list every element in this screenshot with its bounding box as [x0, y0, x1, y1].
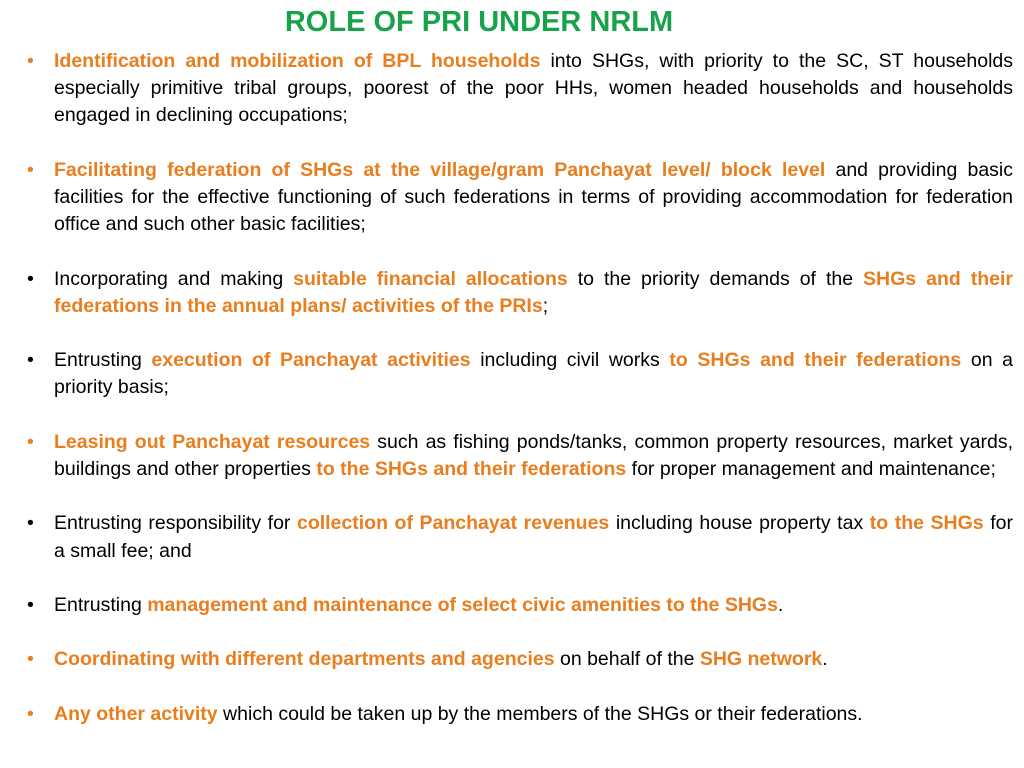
bullet-text: on behalf of the [554, 648, 700, 671]
bullet-item [27, 266, 1013, 320]
bullet-item [27, 48, 1013, 130]
bullet-text: Entrusting responsibility for [54, 512, 297, 535]
highlighted-text: collection of Panchayat revenues [296, 512, 610, 535]
highlighted-text: Coordinating with different departments and agencies [54, 648, 555, 671]
bullet-text: which could be taken up by the members of the SHGs or their federations. [217, 702, 863, 725]
bullet-marker-icon: • [27, 593, 34, 616]
bullet-item [27, 510, 1013, 564]
bullet-text: Incorporating and making [54, 267, 294, 290]
highlighted-text: Identification and mobilization of BPL households [54, 50, 541, 72]
bullet-text: including civil works [470, 349, 670, 372]
bullet-text: Entrusting [54, 593, 148, 616]
bullet-marker-icon: • [27, 267, 34, 290]
bullet-text: Entrusting [54, 349, 152, 372]
highlighted-text: Leasing out Panchayat resources [54, 430, 371, 453]
bullet-text: . [822, 648, 828, 671]
bullet-item [27, 701, 1013, 728]
bullet-marker-icon: • [27, 349, 34, 372]
bullet-item [27, 592, 1013, 619]
highlighted-text: suitable financial allocations [293, 267, 568, 290]
highlighted-text: Any other activity [54, 702, 218, 725]
bullet-text: for proper management and maintenance; [626, 457, 996, 480]
bullet-text: ; [542, 294, 549, 317]
bullet-marker-icon: • [27, 512, 34, 535]
highlighted-text: management and maintenance of select civic amenities to the SHGs [147, 593, 778, 616]
bullet-text: to the priority demands of the [567, 267, 864, 290]
highlighted-text: to the SHGs and their federations [316, 457, 627, 480]
bullet-text: into SHGs, with priority to the SC, ST households especially primitive tribal groups, poorest of the poor HHs, women headed households and households engaged in declining occupations; [54, 50, 1014, 127]
highlighted-text: to SHGs and their federations [669, 349, 962, 372]
bullet-text: such as fishing ponds/tanks, common property resources, market yards, buildings and other properties [54, 430, 1013, 480]
highlighted-text: to the SHGs [869, 512, 984, 535]
bullet-text: . [777, 593, 784, 616]
bullet-item [27, 429, 1013, 483]
bullet-text: on a priority basis; [54, 349, 1013, 399]
bullet-marker-icon: • [27, 702, 34, 725]
bullet-item [27, 646, 1013, 673]
bullet-marker-icon: • [27, 430, 34, 453]
highlighted-text: execution of Panchayat activities [151, 349, 471, 372]
highlighted-text: Facilitating federation of SHGs at the village/gram Panchayat level/ block level [54, 158, 826, 181]
bullet-item [27, 157, 1013, 239]
bullet-item [27, 347, 1013, 401]
bullet-text: including house property tax [609, 512, 870, 535]
bullet-marker-icon: • [27, 158, 34, 181]
bullet-marker-icon: • [27, 50, 34, 72]
bullet-text: and providing basic facilities for the effective functioning of such federations in terms of providing accommodation for federation office and such other basic facilities; [54, 158, 1013, 236]
bullet-text: for a small fee; and [54, 512, 1013, 562]
bullet-list [27, 48, 1013, 728]
highlighted-text: SHGs and their federations in the annual plans/ activities of the PRIs [54, 267, 1013, 317]
highlighted-text: SHG network [699, 648, 823, 671]
slide-title: ROLE OF PRI UNDER NRLM [284, 6, 674, 38]
bullet-marker-icon: • [27, 648, 34, 671]
